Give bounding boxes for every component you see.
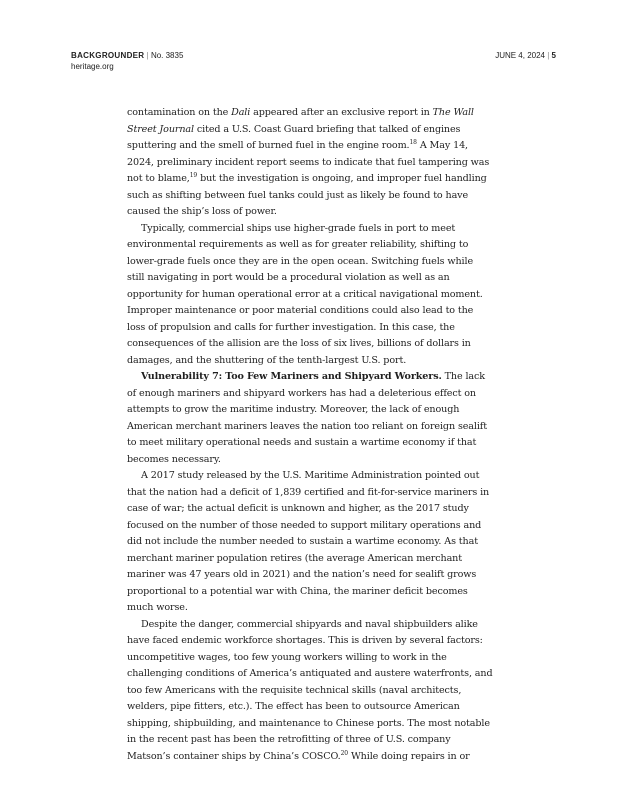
page-number: 5	[551, 51, 556, 60]
text-run: contamination on the	[127, 107, 232, 118]
paragraph: Typically, commercial ships use higher-grade fuels in port to meet environmental requirements as well as for greater reliability, shifting to lower-grade fuels once they are in the open ocean. Switching fuels while still navigating in port would be a procedural violation as well as an opportunity for human operational error at a critical navigational moment. Improper maintenance or poor material conditions could also lead to the loss of propulsion and calls for further investigation. In this case, the consequences of the allision are the loss of six lives, billions of dollars in damages, and the shuttering of the tenth-largest U.S. port.	[127, 222, 483, 366]
article-body	[127, 105, 493, 765]
section-heading: Vulnerability 7: Too Few Mariners and Shipyard Workers.	[141, 371, 442, 382]
ship-name: Dali	[231, 107, 251, 118]
footnote-ref[interactable]: 19	[189, 172, 198, 179]
footnote-ref[interactable]: 18	[409, 139, 417, 146]
footnote-ref[interactable]: 20	[340, 749, 349, 757]
publication-title: The Wall Street Journal	[127, 107, 474, 135]
text-run: While doing repairs in or	[348, 750, 470, 762]
paragraph	[127, 369, 493, 468]
header-separator: |	[146, 51, 149, 60]
text-run: appeared after an exclusive report in	[250, 107, 433, 118]
text-run: The lack of enough mariners and shipyard workers has had a deleterious effect on attempts to grow the maritime industry. Moreover, the lack of enough American merchant mariners leaves the nation too reliant on foreign sealift to meet military operational needs and sustain a wartime economy if that becomes necessary.	[127, 371, 487, 465]
header-separator-right: |	[547, 51, 550, 60]
text-run: but the investigation is ongoing, and improper fuel handling such as shifting between fuel tanks could just as likely be found to have caused the ship’s loss of power.	[127, 173, 487, 217]
publication-date: JUNE 4, 2024	[495, 51, 545, 60]
text-run: cited a U.S. Coast Guard briefing that talked of engines sputtering and the smell of burned fuel in the engine room.	[127, 123, 461, 151]
text-run: A May 14, 2024, preliminary incident report seems to indicate that fuel tampering was not to blame,	[127, 140, 490, 184]
header-right	[495, 50, 556, 61]
paragraph: A 2017 study released by the U.S. Maritime Administration pointed out that the nation had a deficit of 1,839 certified and fit-for-service mariners in case of war; the actual deficit is unknown and higher, as the 2017 study focused on the number of those needed to support military operations and did not include the number needed to sustain a wartime economy. As that merchant mariner population retires (the average American merchant mariner was 47 years old in 2021) and the nation’s need for sealift grows proportional to a potential war with China, the mariner deficit becomes much worse.	[127, 470, 490, 613]
paragraph	[127, 617, 493, 766]
text-run: Despite the danger, commercial shipyards and naval shipbuilders alike have faced endemic workforce shortages. This is driven by several factors: uncompetitive wages, too few young workers willing to work in the challenging conditions of America’s antiquated and austere waterfronts, and too few Americans with the requisite technical skills (naval architects, welders, pipe fitters, etc.). The effect has been to outsource American shipping, shipbuilding, and maintenance to Chinese ports. The most notable in the recent past has been the retrofitting of three of U.S. company Matson’s container ships by China’s COSCO.	[127, 618, 493, 762]
page-header	[71, 50, 556, 74]
publication-name: BACKGROUNDER	[71, 51, 145, 60]
header-left	[71, 50, 183, 72]
report-number: No. 3835	[150, 51, 184, 60]
site-name: heritage.org	[71, 62, 114, 71]
paragraph	[127, 105, 493, 221]
